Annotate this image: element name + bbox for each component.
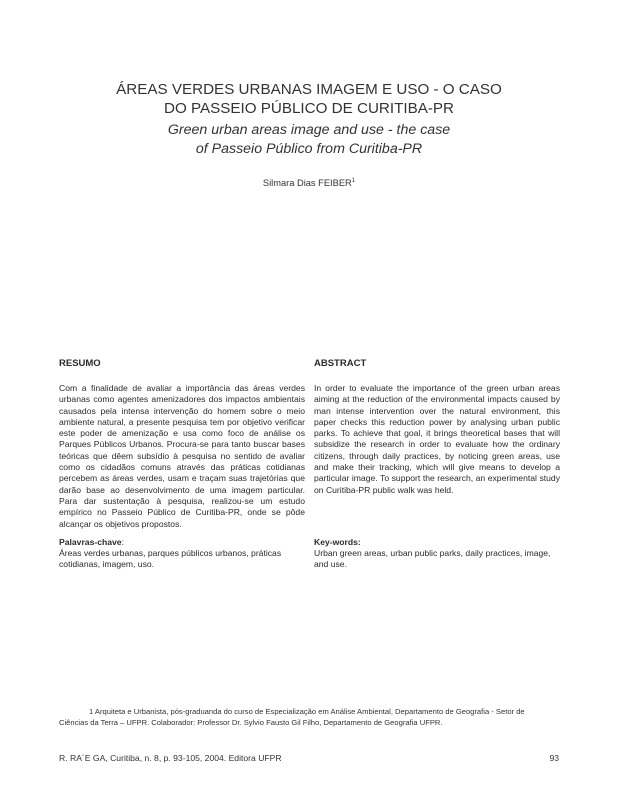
resumo-body: Com a finalidade de avaliar a importância das áreas verdes urbanas como agentes amenizadores dos impactos ambientais causados pela intensa intervenção do homem sobre o meio ambiente natural, a presente pesquisa tem por objetivo verificar este poder de amenização e usa como foco de análise os Parques Públicos Urbanos. Procura-se para tanto buscar bases teóricas que dêem subsídio à pesquisa no sentido de avaliar como os cidadãos comuns através das práticas cotidianas percebem as áreas verdes, usam e traçam suas trajetórias que darão base ao desenvolvimento de uma imagem particular. Para dar sustentação à pesquisa, realizou-se um estudo empírico no Passeio Público de Curitiba-PR, onde se pôde alcançar os objetivos propostos. [59,383,305,529]
author-name: Silmara Dias FEIBER [262,178,352,189]
title-en-line2: of Passeio Público from Curitiba-PR [195,141,423,157]
abstract-keywords-heading: Key-words: [314,537,361,547]
resumo-keywords: Áreas verdes urbanas, parques públicos urbanos, práticas cotidianas, imagem, uso. [59,548,282,570]
page-number: 93 [549,753,559,763]
abstract-keywords: Urban green areas, urban public parks, daily practices, image, and use. [314,548,551,570]
resumo-heading: RESUMO [59,358,101,369]
title-en-line1: Green urban areas image and use - the case [167,122,451,138]
title-pt-line2: DO PASSEIO PÚBLICO DE CURITIBA-PR [163,100,455,117]
footnote-line1: 1 Arquiteta e Urbanista, pós-graduanda do curso de Especialização em Análise Ambiental, Departamento de Geografia - Setor de [89,707,525,716]
resumo-section [59,357,305,530]
resumo-keywords-heading [59,537,124,548]
abstract-section [314,357,560,496]
resumo-keywords-colon: : [121,537,124,547]
author-line [0,178,618,188]
author-footnote-mark: 1 [351,178,356,184]
abstract-body: In order to evaluate the importance of the green urban areas aiming at the reduction of the environmental impacts caused by man intense intervention over the natural environment, this paper checks this reduction power by analysing urban public parks. To achieve that goal, it brings theoretical bases that will subsidize the research in order to evaluate how the ordinary citizens, through daily practices, by noticing green areas, use and make their tracking, which will give means to develop a particular image. To support the research, an experimental study on Curitiba-PR public walk was held. [314,383,560,495]
journal-citation: R. RA´E GA, Curitiba, n. 8, p. 93-105, 2004. Editora UFPR [59,753,282,763]
title-pt-line1: ÁREAS VERDES URBANAS IMAGEM E USO - O CASO [116,81,502,98]
resumo-keywords-label: Palavras-chave [59,537,122,547]
footnote-line2: Ciências da Terra – UFPR. Colaborador: Professor Dr. Sylvio Fausto Gil Filho, Departamento de Geografia UFPR. [59,718,443,727]
title-portuguese [0,80,618,118]
abstract-heading: ABSTRACT [314,358,367,369]
footnote [59,706,559,728]
title-english [0,121,618,159]
